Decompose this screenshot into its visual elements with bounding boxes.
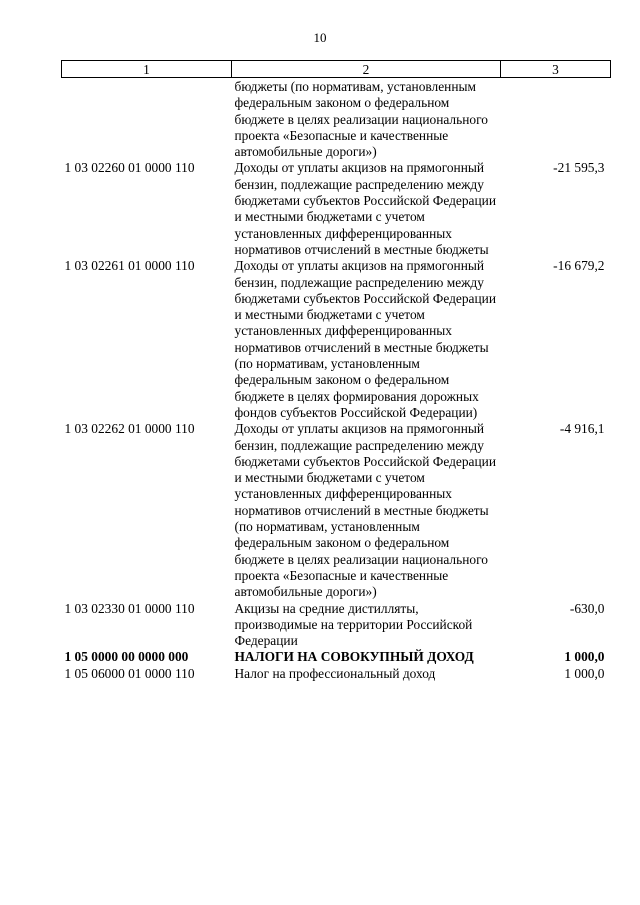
header-cell-amount: 3 <box>501 61 611 78</box>
row-name: НАЛОГИ НА СОВОКУПНЫЙ ДОХОД <box>234 649 474 665</box>
row-amount: -4 916,1 <box>559 421 605 437</box>
budget-table <box>61 60 611 682</box>
row-amount: -21 595,3 <box>553 160 605 176</box>
row-code <box>62 78 232 161</box>
row-amount: -16 679,2 <box>553 258 605 274</box>
row-name: Доходы от уплаты акцизов на прямогонный бензин, подлежащие распределению между бюджетами субъектов Российской Федерации и местными бюджетами с учетом установленных дифференцированных нормативов отчислений в местные бюджеты (по нормативам, установленным федеральным законом о федеральном бюджете в целях реализации национального проекта «Безопасные и качественные автомобильные дороги») <box>234 421 496 600</box>
table-row <box>62 421 611 600</box>
table-row <box>62 666 611 682</box>
header-cell-code: 1 <box>62 61 232 78</box>
page-number: 10 <box>313 30 327 45</box>
table-row <box>62 258 611 421</box>
row-code: 1 05 06000 01 0000 110 <box>64 665 195 681</box>
row-amount: -630,0 <box>569 600 605 616</box>
row-name: Доходы от уплаты акцизов на прямогонный бензин, подлежащие распределению между бюджетами субъектов Российской Федерации и местными бюджетами с учетом установленных дифференцированных нормативов отчислений в местные бюджеты (по нормативам, установленным федеральным законом о федеральном бюджете в целях формирования дорожных фондов субъектов Российской Федерации) <box>234 258 496 420</box>
row-code: 1 03 02260 01 0000 110 <box>64 160 195 176</box>
table-row <box>62 160 611 258</box>
row-name: Налог на профессиональный доход <box>234 665 436 681</box>
row-name: Доходы от уплаты акцизов на прямогонный бензин, подлежащие распределению между бюджетами субъектов Российской Федерации и местными бюджетами с учетом установленных дифференцированных нормативов отчислений в местные бюджеты <box>234 160 496 257</box>
row-name: бюджеты (по нормативам, установленным федеральным законом о федеральном бюджете в целях реализации национального проекта «Безопасные и качественные автомобильные дороги») <box>234 79 488 160</box>
row-code: 1 03 02262 01 0000 110 <box>64 421 195 437</box>
row-code: 1 05 0000 00 0000 000 <box>64 649 189 665</box>
table-row <box>62 78 611 161</box>
row-code: 1 03 02261 01 0000 110 <box>64 258 195 274</box>
header-cell-name: 2 <box>232 61 501 78</box>
row-amount: 1 000,0 <box>564 649 605 665</box>
row-code: 1 03 02330 01 0000 110 <box>64 600 195 616</box>
table-row-section <box>62 649 611 665</box>
table-header-row <box>62 61 611 78</box>
row-name: Акцизы на средние дистилляты, производимые на территории Российской Федерации <box>234 600 473 649</box>
row-amount: 1 000,0 <box>564 665 605 681</box>
row-amount <box>501 78 611 161</box>
table-row <box>62 601 611 650</box>
